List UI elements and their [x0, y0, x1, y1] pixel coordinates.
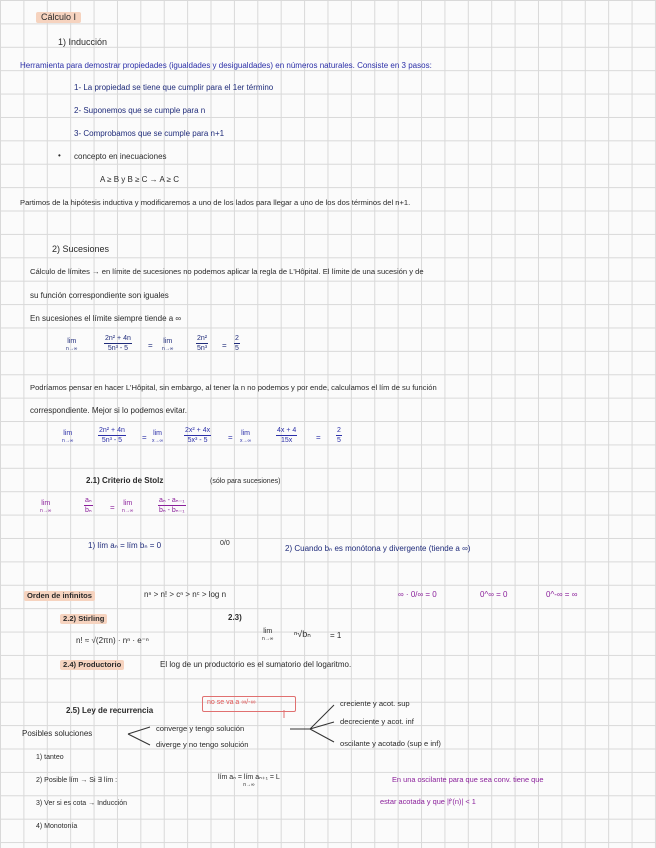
type-increasing: creciente y acot. sup — [340, 699, 410, 708]
step-2: 2- Suponemos que se cumple para n — [74, 106, 206, 115]
inequality: A ≥ B y B ≥ C → A ≥ C — [100, 175, 179, 184]
section-2-p1a: Cálculo de límites → en límite de sucesiones no podemos aplicar la regla de L'Hôpital. El límite de una sucesión y de — [30, 267, 424, 276]
stirling-formula: n! ≈ √(2πn) · nⁿ · e⁻ⁿ — [76, 636, 149, 645]
item-2-lim: lím aₙ = lím aₙ₊₁ = L n→∞ — [218, 774, 280, 788]
eq2-lim2: lim x→∞ — [152, 430, 164, 444]
eq2-frac4: $\frac{2}{5}$ — [337, 427, 341, 444]
stolz-frac2: $\frac{\text{aₙ - aₙ₋₁}}{\text{bₙ - bₙ₋₁}}$ — [159, 497, 185, 514]
diverge-text: diverge y no tengo solución — [156, 740, 249, 749]
stolz-cond1-frac: 0/0 — [220, 540, 230, 547]
split-arrow-left — [128, 727, 150, 745]
eq2-eq1: = — [142, 433, 147, 442]
eq1-lim2: lim n→∞ — [162, 338, 174, 352]
section-2-p3b: correspondiente. Mejor si lo podemos evitar. — [30, 406, 187, 415]
eq1-frac2: $\frac{\text{2n²}}{\text{5n³}}$ — [197, 335, 208, 352]
possible-solutions: Posibles soluciones — [22, 729, 93, 738]
orden-note-1: ∞ · 0/∞ = 0 — [398, 590, 437, 599]
section-1-note: Partimos de la hipótesis inductiva y modificaremos a uno de los lados para llegar a uno de los dos términos del n+1. — [20, 198, 411, 207]
orden-label: Orden de infinitos — [24, 591, 95, 601]
section-24-heading: 2.4) Productorio — [60, 660, 124, 670]
s23-lim: lim n→∞ — [262, 628, 274, 642]
section-23-heading: 2.3) — [228, 613, 242, 622]
step-1: 1- La propiedad se tiene que cumplir para el 1er término — [74, 83, 274, 92]
item-1: 1) tanteo — [36, 754, 64, 761]
section-21-heading: 2.1) Criterio de Stolz — [86, 476, 164, 485]
eq2-frac3: $\frac{4x + 4}{15x}$ — [277, 427, 297, 444]
bullet-text: concepto en inecuaciones — [74, 152, 167, 161]
boxed-note: no se va a ∞/-∞ — [207, 699, 256, 706]
section-1-heading: 1) Inducción — [58, 37, 108, 47]
section-22-heading: 2.2) Stirling — [60, 614, 107, 624]
s23-root: ⁿ√bₙ — [294, 629, 311, 639]
step-3: 3- Comprobamos que se cumple para n+1 — [74, 129, 225, 138]
section-21-note: (sólo para sucesiones) — [210, 478, 281, 485]
oscillating-note-2: estar acotada y que |f'(n)| < 1 — [380, 797, 476, 806]
orden-note-3: 0^-∞ = ∞ — [546, 590, 578, 599]
oscillating-note-1: En una oscilante para que sea conv. tiene que — [392, 775, 544, 784]
eq2-eq2: = — [228, 433, 233, 442]
stolz-lim2: lim n→∞ — [122, 500, 134, 514]
section-1-intro: Herramienta para demostrar propiedades (igualdades y desigualdades) en números naturales. Consiste en 3 pasos: — [20, 61, 432, 70]
stolz-lim: lim n→∞ — [40, 500, 52, 514]
s23-eq: = 1 — [330, 631, 342, 640]
split-arrow-right — [290, 705, 334, 742]
eq1-frac3: $\frac{2}{5}$ — [235, 335, 239, 352]
section-25-heading: 2.5) Ley de recurrencia — [66, 706, 154, 715]
eq1-frac1: $\frac{\text{2n² + 4n}}{\text{5n³ - 5}}$ — [105, 335, 131, 352]
eq2-lim3: lim x→∞ — [240, 430, 252, 444]
page-title: Cálculo I — [36, 12, 81, 23]
eq2-lim: lim n→∞ — [62, 430, 74, 444]
orden-chain: nⁿ > n! > cⁿ > nᶜ > log n — [144, 590, 227, 599]
type-decreasing: decreciente y acot. inf — [340, 717, 414, 726]
section-2-heading: 2) Sucesiones — [52, 244, 110, 254]
stolz-cond2: 2) Cuando bₙ es monótona y divergente (tiende a ∞) — [285, 544, 471, 553]
orden-note-2: 0^∞ = 0 — [480, 590, 508, 599]
eq2-frac2: $\frac{\text{2x² + 4x}}{\text{5x³ - 5}}$ — [185, 427, 211, 444]
eq1-equals2: = — [222, 341, 227, 350]
stolz-frac1: $\frac{\text{aₙ}}{\text{bₙ}}$ — [85, 497, 92, 514]
eq1-equals: = — [148, 341, 153, 350]
section-2-p1b: su función correspondiente son iguales — [30, 291, 169, 300]
section-24-text: El log de un productorio es el sumatorio del logaritmo. — [160, 660, 352, 669]
section-2-p3a: Podríamos pensar en hacer L'Hôpital, sin embargo, al tener la n no podemos y por ende, calculamos el lím de su función — [30, 383, 437, 392]
item-3: 3) Ver si es cota → Inducción — [36, 800, 128, 807]
bullet-dot: • — [58, 151, 61, 160]
eq2-eq3: = — [316, 433, 321, 442]
item-2: 2) Posible lím → Si ∃ lím : — [36, 777, 118, 784]
converge-text: converge y tengo solución — [156, 724, 245, 733]
eq2-frac1: $\frac{\text{2n² + 4n}}{\text{5n³ - 5}}$ — [99, 427, 125, 444]
section-2-p2: En sucesiones el límite siempre tiende a ∞ — [30, 314, 182, 323]
type-oscillating: oscilante y acotado (sup e inf) — [340, 739, 441, 748]
stolz-eq: = — [110, 503, 115, 512]
stolz-cond1: 1) lím aₙ = lím bₙ = 0 — [88, 541, 162, 550]
eq1-lim: lim n→∞ — [66, 338, 78, 352]
item-4: 4) Monotonía — [36, 823, 78, 830]
